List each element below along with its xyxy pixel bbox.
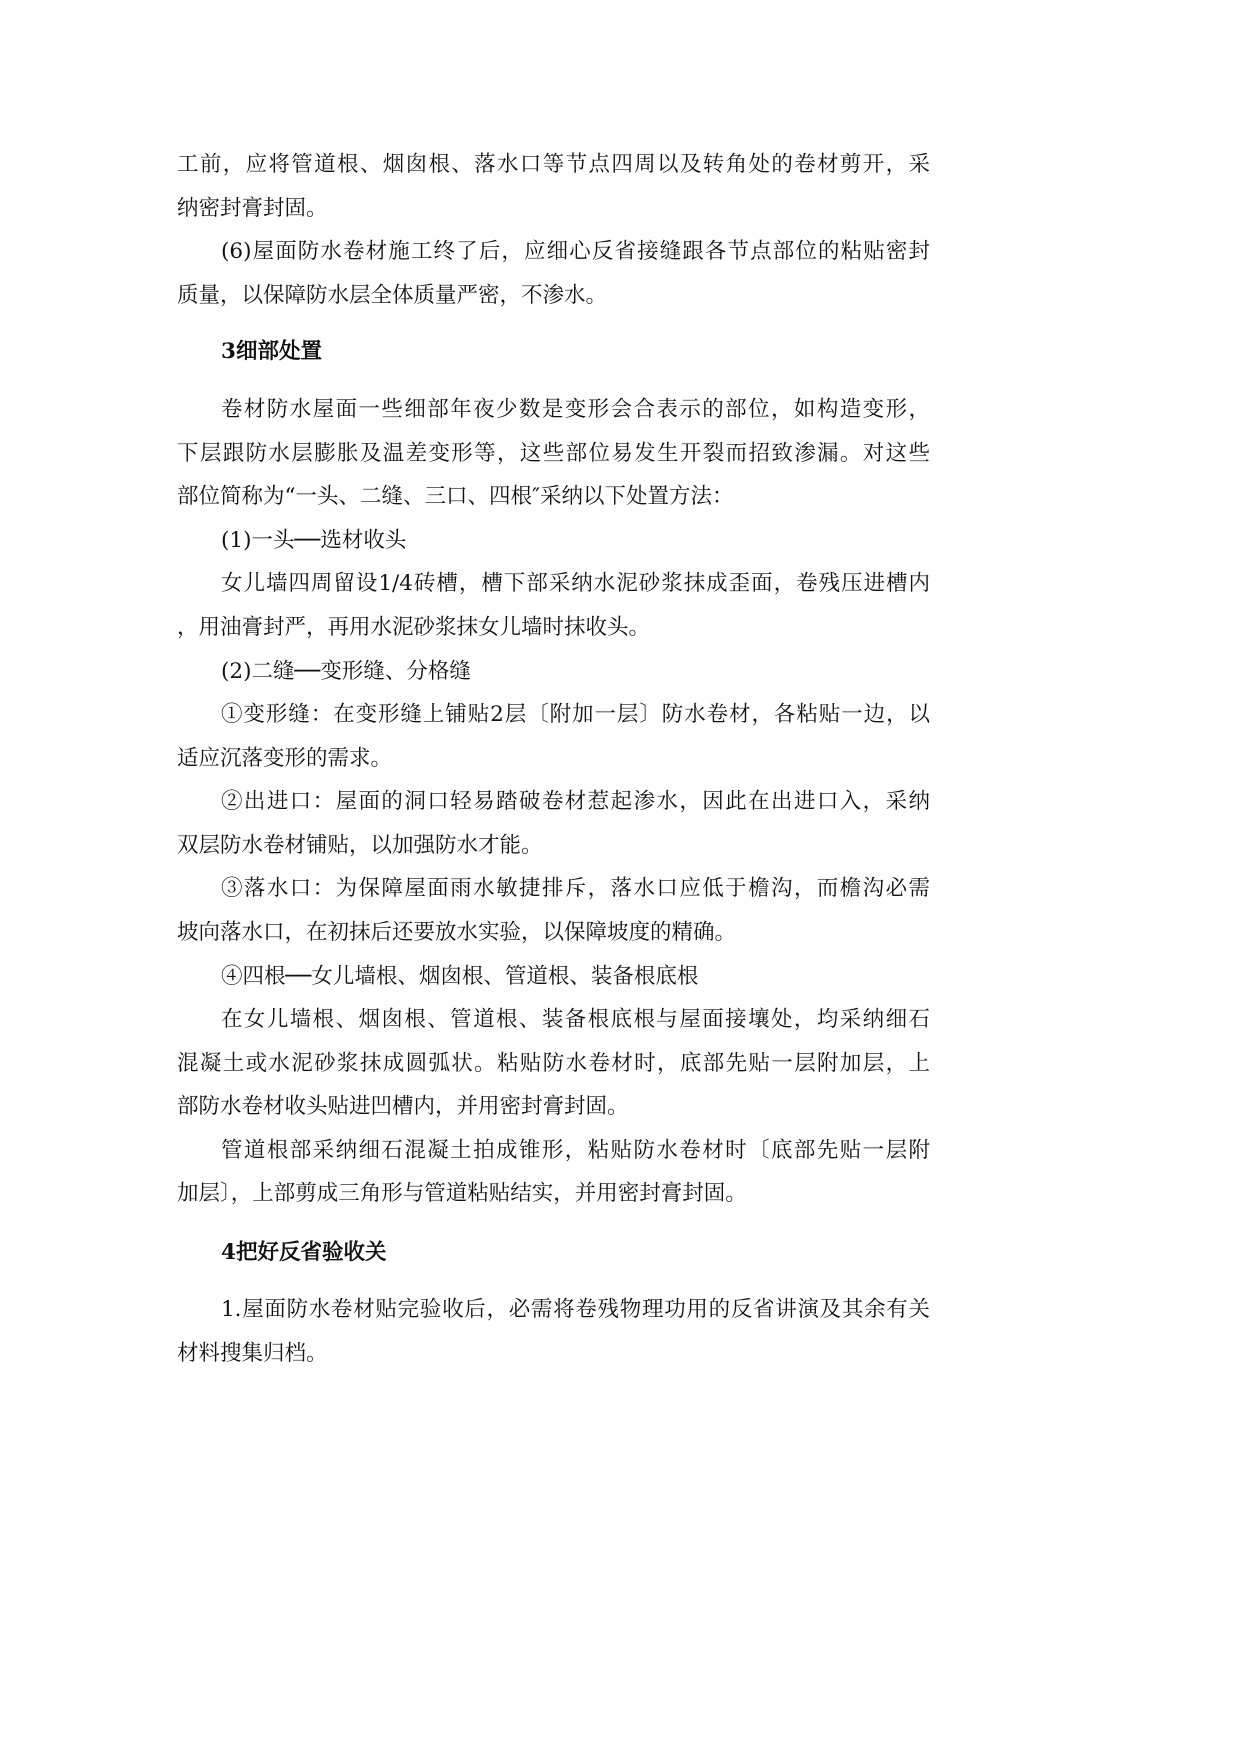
paragraph-line: 在女儿墙根、烟囱根、管道根、装备根底根与屋面接壤处，均采纳细石 [221,1007,930,1032]
paragraph-line: 材料搜集归档。 [177,1341,328,1366]
paragraph-line: 部位简称为“一头、二缝、三口、四根″采纳以下处置方法： [177,484,734,509]
paragraph-line: ③落水口：为保障屋面雨水敏捷排斥，落水口应低于檐沟，而檐沟必需 [221,876,930,901]
paragraph-line: 混凝土或水泥砂浆抹成圆弧状。粘贴防水卷材时，底部先贴一层附加层，上 [177,1051,930,1076]
paragraph-line: 双层防水卷材铺贴，以加强防水才能。 [177,833,543,858]
paragraph-line: 1.屋面防水卷材贴完验收后，必需将卷残物理功用的反省讲演及其余有关 [221,1297,930,1322]
paragraph-line: 纳密封膏封固。 [177,196,328,221]
paragraph-line: 坡向落水口，在初抹后还要放水实验，以保障坡度的精确。 [177,920,737,945]
paragraph-line: 适应沉落变形的需求。 [177,746,393,771]
paragraph-line: ①变形缝：在变形缝上铺贴2层〔附加一层〕防水卷材，各粘贴一边，以 [221,702,930,727]
paragraph-line: 工前，应将管道根、烟囱根、落水口等节点四周以及转角处的卷材剪开，采 [177,152,930,177]
item-title: (2)二缝──变形缝、分格缝 [221,659,471,684]
paragraph-line: 部防水卷材收头贴进凹槽内，并用密封膏封固。 [177,1094,629,1119]
paragraph-line: (6)屋面防水卷材施工终了后，应细心反省接缝跟各节点部位的粘贴密封 [221,239,930,264]
item-title: ④四根──女儿墙根、烟囱根、管道根、装备根底根 [221,964,699,989]
paragraph-line: 管道根部采纳细石混凝土拍成锥形，粘贴防水卷材时〔底部先贴一层附 [221,1138,930,1163]
paragraph-line: 卷材防水屋面一些细部年夜少数是变形会合表示的部位，如构造变形， [221,397,930,422]
paragraph-line: 加层〕，上部剪成三角形与管道粘贴结实，并用密封膏封固。 [177,1181,747,1206]
paragraph-line: ，用油膏封严，再用水泥砂浆抹女儿墙时抹收头。 [177,615,651,640]
paragraph-line: 质量，以保障防水层全体质量严密，不渗水。 [177,283,608,308]
item-title: (1)一头──选材收头 [221,528,407,553]
paragraph-line: 女儿墙四周留设1/4砖槽，槽下部采纳水泥砂浆抹成歪面，卷残压进槽内 [221,571,930,596]
paragraph-line: 下层跟防水层膨胀及温差变形等，这些部位易发生开裂而招致渗漏。对这些 [177,441,930,466]
section-heading: 4把好反省验收关 [221,1240,387,1265]
section-heading: 3细部处置 [221,339,322,364]
paragraph-line: ②出进口：屋面的洞口轻易踏破卷材惹起渗水，因此在出进口入，采纳 [221,789,930,814]
